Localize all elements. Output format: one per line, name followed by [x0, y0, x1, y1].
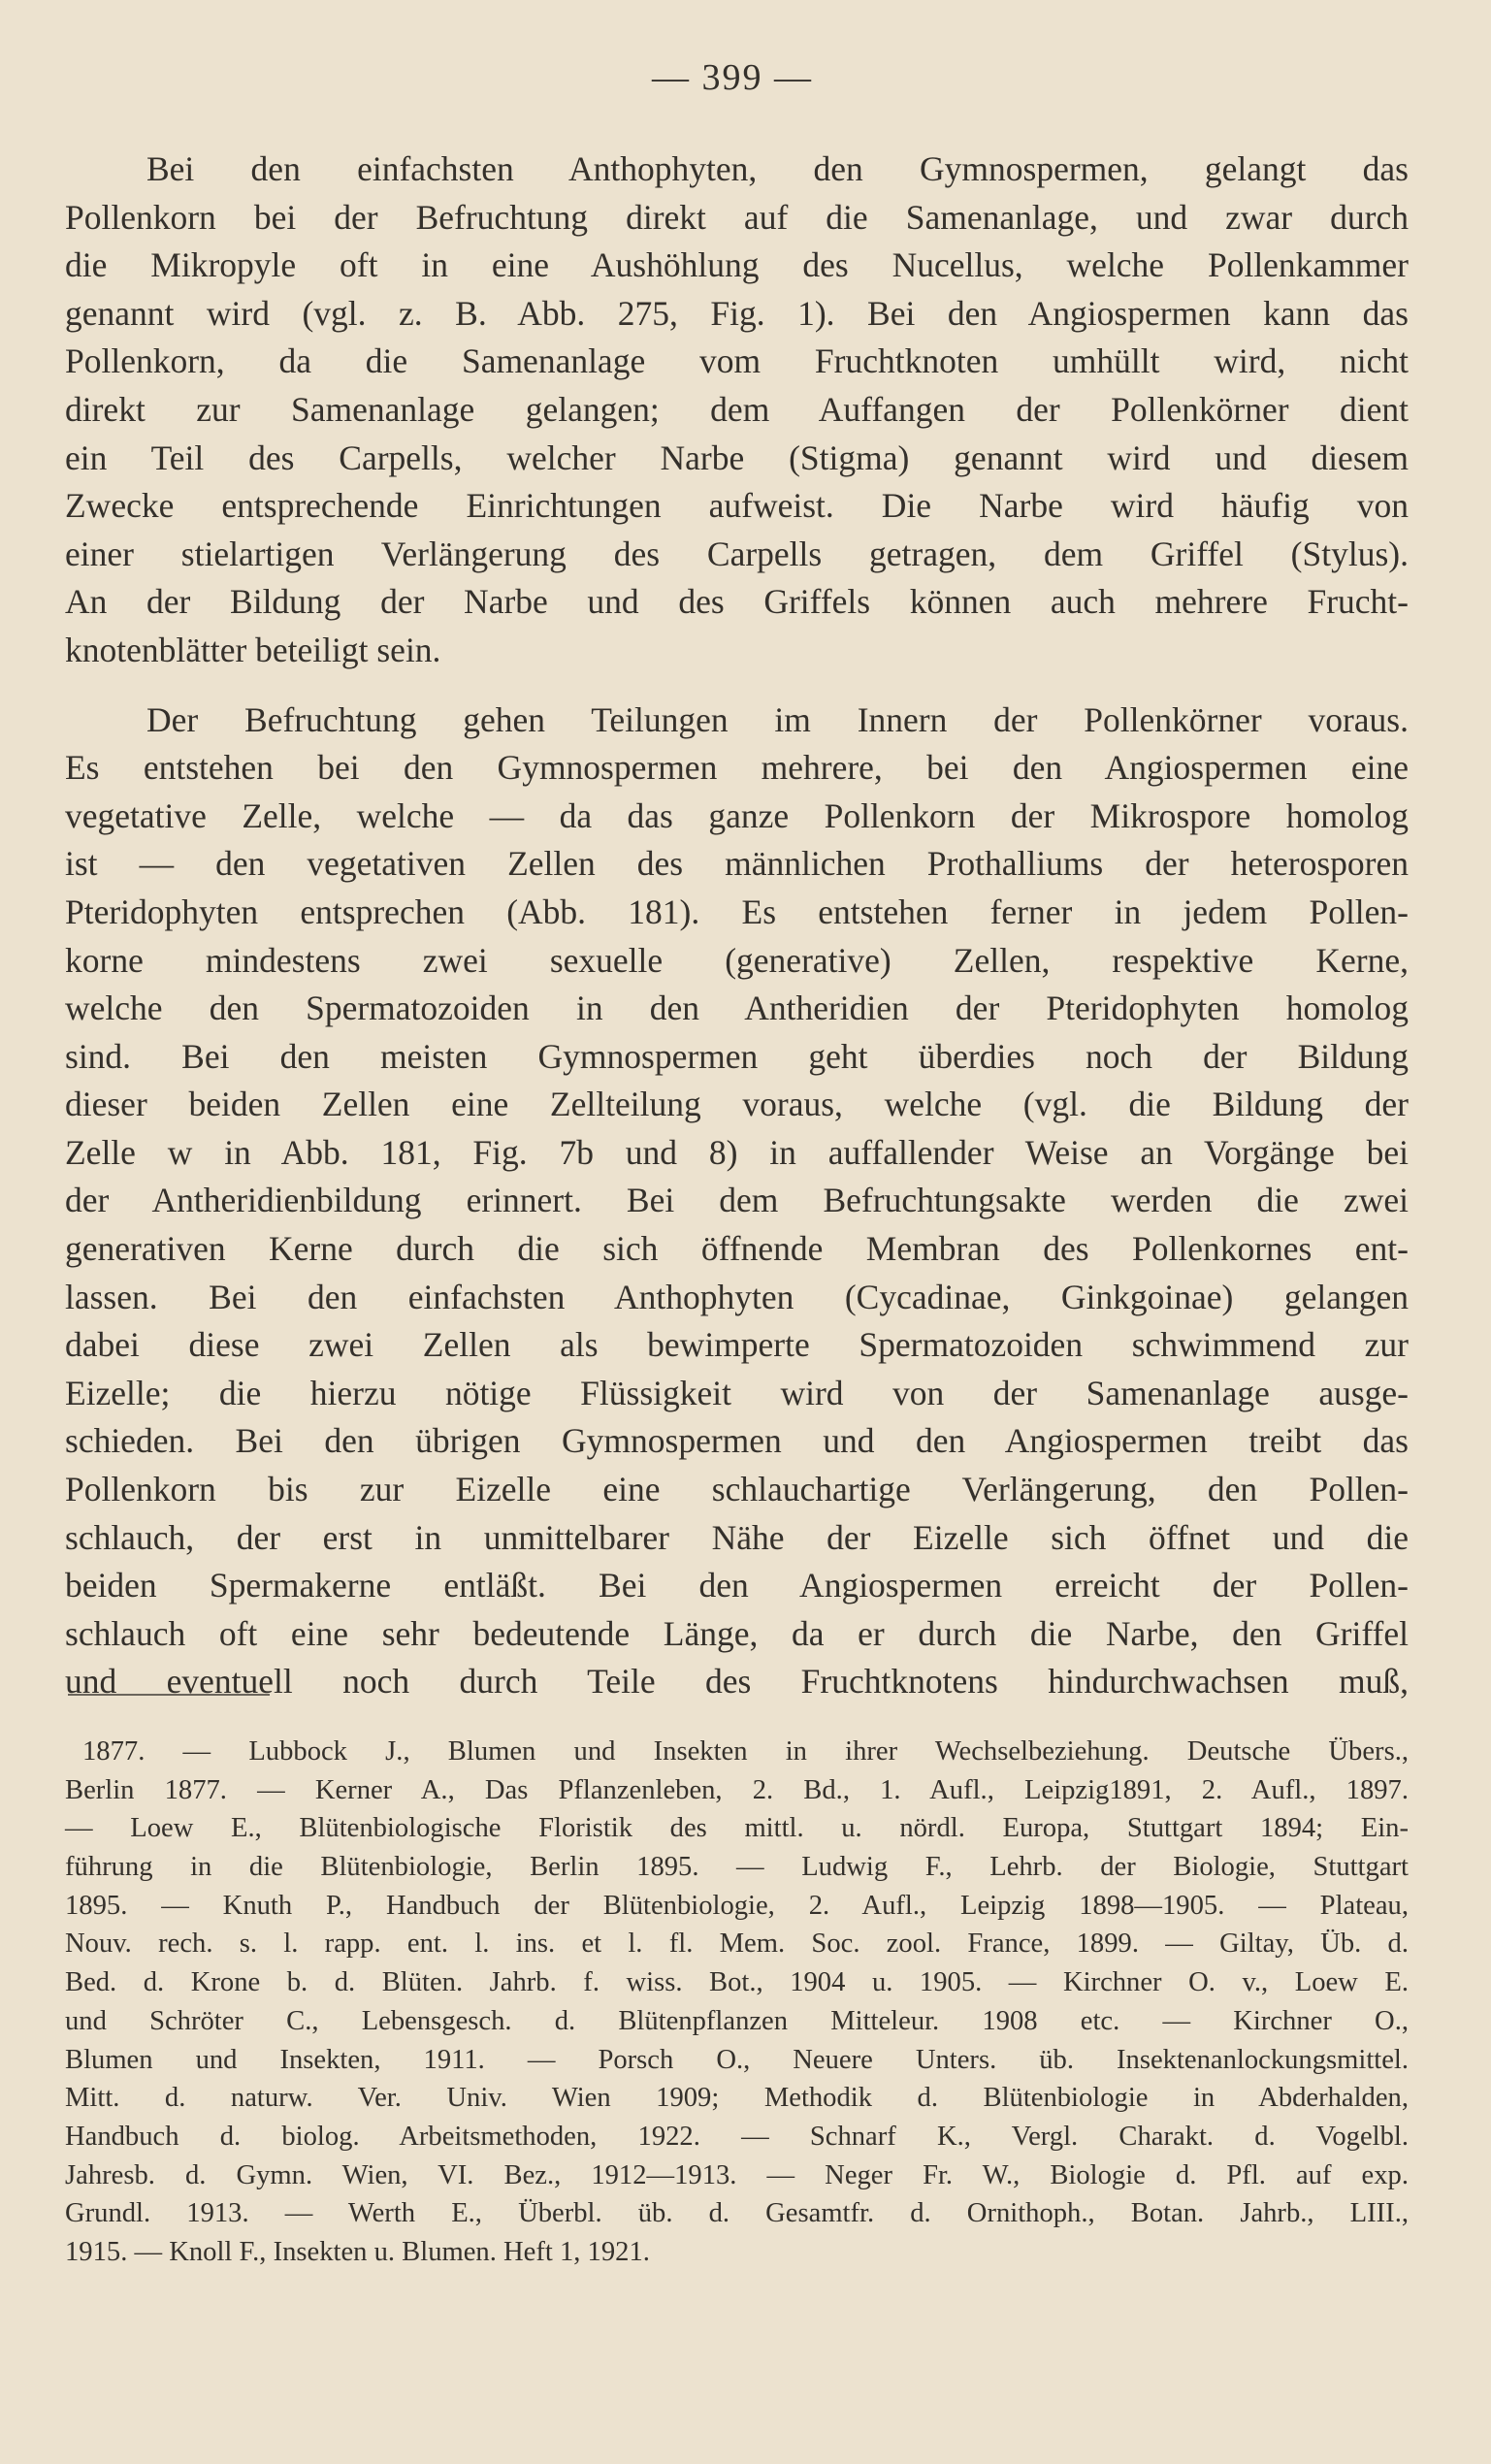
footnote-line: Berlin 1877. — Kerner A., Das Pflanzenleben, 2. Bd., 1. Aufl., Leipzig1891, 2. Aufl., 1897. — [65, 1774, 1409, 1805]
text-line: korne mindestens zwei sexuelle (generative) Zellen, respektive Kerne, — [65, 940, 1409, 980]
text-line: die Mikropyle oft in eine Aushöhlung des Nucellus, welche Pollenkammer — [65, 245, 1409, 285]
text-line: schlauch oft eine sehr bedeutende Länge, da er durch die Narbe, den Griffel — [65, 1613, 1409, 1653]
text-line: schlauch, der erst in unmittelbarer Nähe der Eizelle sich öffnet und die — [65, 1517, 1409, 1557]
text-line: ist — den vegetativen Zellen des männlichen Prothalliums der heterosporen — [65, 844, 1409, 884]
text-line: knotenblätter beteiligt sein. — [65, 630, 441, 669]
text-line: Eizelle; die hierzu nötige Flüssigkeit wird von der Samenanlage ausge- — [65, 1373, 1409, 1412]
text-line: Zwecke entsprechende Einrichtungen aufweist. Die Narbe wird häufig von — [65, 486, 1409, 526]
text-line: ein Teil des Carpells, welcher Narbe (Stigma) genannt wird und diesem — [65, 438, 1409, 477]
footnote-line: — Loew E., Blütenbiologische Floristik des mittl. u. nördl. Europa, Stuttgart 1894; Ein- — [65, 1813, 1409, 1844]
text-line: Es entstehen bei den Gymnospermen mehrere, bei den Angiospermen eine — [65, 748, 1409, 788]
text-line: Pollenkorn bei der Befruchtung direkt auf die Samenanlage, und zwar durch — [65, 197, 1409, 237]
text-line: An der Bildung der Narbe und des Griffels können auch mehrere Frucht- — [65, 582, 1409, 622]
footnote-line: Blumen und Insekten, 1911. — Porsch O., Neuere Unters. üb. Insektenanlockungsmittel. — [65, 2044, 1409, 2075]
text-line: Pollenkorn bis zur Eizelle eine schlauchartige Verlängerung, den Pollen- — [65, 1470, 1409, 1509]
footnote-line: Handbuch d. biolog. Arbeitsmethoden, 1922. — Schnarf K., Vergl. Charakt. d. Vogelbl. — [65, 2121, 1409, 2152]
text-line: Der Befruchtung gehen Teilungen im Innern der Pollenkörner voraus. — [146, 699, 1409, 739]
footnote-line: Jahresb. d. Gymn. Wien, VI. Bez., 1912—1913. — Neger Fr. W., Biologie d. Pfl. auf exp. — [65, 2159, 1409, 2190]
text-line: lassen. Bei den einfachsten Anthophyten (Cycadinae, Ginkgoinae) gelangen — [65, 1277, 1409, 1316]
page-number: — 399 — — [652, 57, 813, 98]
text-line: genannt wird (vgl. z. B. Abb. 275, Fig. 1). Bei den Angiospermen kann das — [65, 293, 1409, 333]
main-text — [65, 146, 1409, 1706]
text-line: Bei den einfachsten Anthophyten, den Gymnospermen, gelangt das — [146, 149, 1409, 188]
footnote-line: führung in die Blütenbiologie, Berlin 1895. — Ludwig F., Lehrb. der Biologie, Stuttgart — [65, 1852, 1409, 1883]
text-line: dieser beiden Zellen eine Zellteilung voraus, welche (vgl. die Bildung der — [65, 1085, 1409, 1124]
text-line: schieden. Bei den übrigen Gymnospermen und den Angiospermen treibt das — [65, 1421, 1409, 1461]
footnote-line: 1915. — Knoll F., Insekten u. Blumen. Heft 1, 1921. — [65, 2236, 650, 2267]
footnotes — [65, 1733, 1409, 2272]
text-line: und eventuell noch durch Teile des Fruchtknotens hindurchwachsen muß, — [65, 1662, 1409, 1702]
footnote-line: und Schröter C., Lebensgesch. d. Blütenpflanzen Mitteleur. 1908 etc. — Kirchner O., — [65, 2005, 1409, 2036]
text-line: dabei diese zwei Zellen als bewimperte Spermatozoiden schwimmend zur — [65, 1325, 1409, 1365]
text-line: der Antheridienbildung erinnert. Bei dem Befruchtungsakte werden die zwei — [65, 1181, 1409, 1220]
text-line: Pollenkorn, da die Samenanlage vom Fruchtknoten umhüllt wird, nicht — [65, 341, 1409, 381]
footnote-line: 1877. — Lubbock J., Blumen und Insekten in ihrer Wechselbeziehung. Deutsche Übers., — [82, 1736, 1409, 1767]
footnote-rule — [68, 1694, 270, 1696]
text-line: Pteridophyten entsprechen (Abb. 181). Es entstehen ferner in jedem Pollen- — [65, 892, 1409, 931]
footnote-line: 1895. — Knuth P., Handbuch der Blütenbiologie, 2. Aufl., Leipzig 1898—1905. — Plateau, — [65, 1890, 1409, 1921]
text-line: einer stielartigen Verlängerung des Carpells getragen, dem Griffel (Stylus). — [65, 534, 1409, 573]
footnote-line: Nouv. rech. s. l. rapp. ent. l. ins. et l. fl. Mem. Soc. zool. France, 1899. — Giltay, Üb. d. — [65, 1929, 1409, 1960]
footnote-line: Bed. d. Krone b. d. Blüten. Jahrb. f. wiss. Bot., 1904 u. 1905. — Kirchner O. v., Loew E. — [65, 1967, 1409, 1998]
text-line: sind. Bei den meisten Gymnospermen geht überdies noch der Bildung — [65, 1036, 1409, 1076]
text-line: vegetative Zelle, welche — da das ganze Pollenkorn der Mikrospore homolog — [65, 795, 1409, 835]
text-line: Zelle w in Abb. 181, Fig. 7b und 8) in auffallender Weise an Vorgänge bei — [65, 1132, 1409, 1172]
text-line: generativen Kerne durch die sich öffnende Membran des Pollenkornes ent- — [65, 1229, 1409, 1269]
footnote-line: Grundl. 1913. — Werth E., Überbl. üb. d. Gesamtfr. d. Ornithoph., Botan. Jahrb., LIII., — [65, 2198, 1409, 2229]
text-line: direkt zur Samenanlage gelangen; dem Auffangen der Pollenkörner dient — [65, 389, 1409, 429]
text-line: beiden Spermakerne entläßt. Bei den Angiospermen erreicht der Pollen- — [65, 1566, 1409, 1605]
text-line: welche den Spermatozoiden in den Antheridien der Pteridophyten homolog — [65, 989, 1409, 1028]
footnote-line: Mitt. d. naturw. Ver. Univ. Wien 1909; Methodik d. Blütenbiologie in Abderhalden, — [65, 2083, 1409, 2114]
